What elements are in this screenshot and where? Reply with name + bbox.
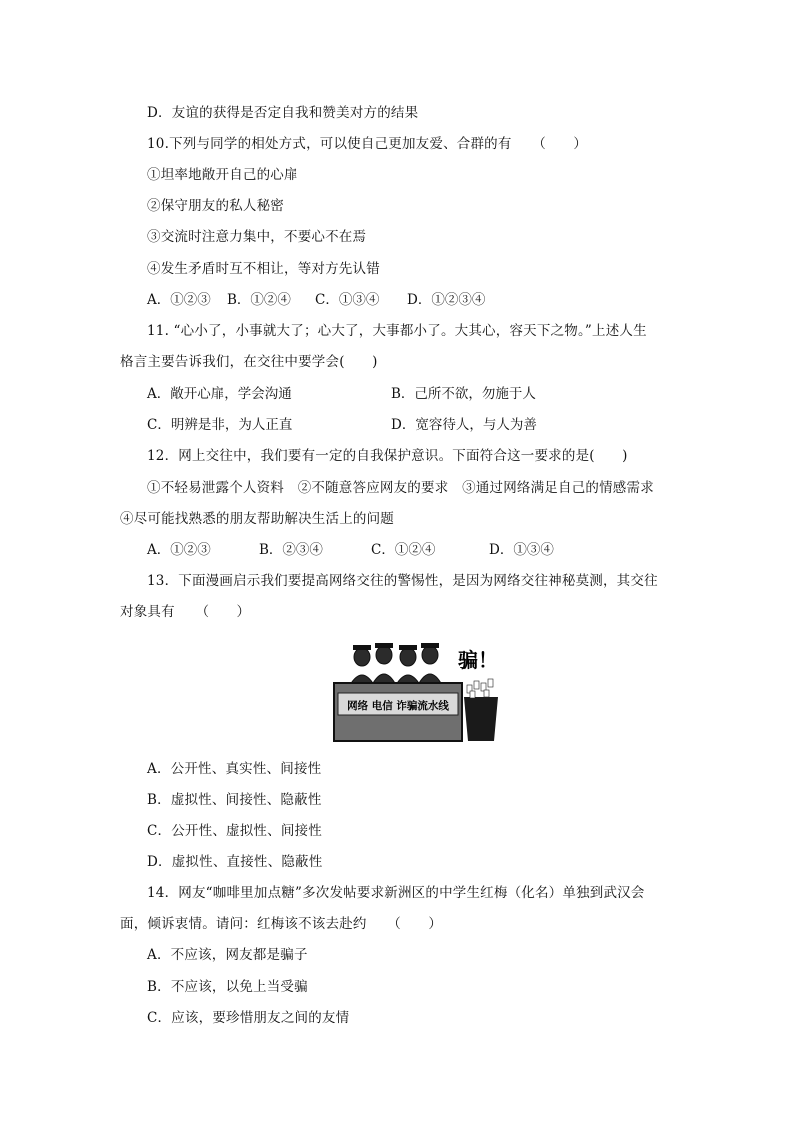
q10-item-3: ③交流时注意力集中，不要心不在焉 xyxy=(147,229,367,245)
q13-stem-line2: 对象具有 （ ） xyxy=(120,604,251,620)
q11-option-a: A．敞开心扉，学会沟通 xyxy=(147,386,292,402)
q13-option-b: B．虚拟性、间接性、隐蔽性 xyxy=(147,792,322,808)
q13-option-c: C．公开性、虚拟性、间接性 xyxy=(147,823,322,839)
q10-option-a: A．①②③ xyxy=(147,292,211,308)
fraud-cartoon-image xyxy=(332,635,502,743)
q12-option-a: A．①②③ xyxy=(147,542,211,558)
q10-option-c: C．①③④ xyxy=(315,292,380,308)
q10-stem: 10.下列与同学的相处方式，可以使自己更加友爱、合群的有 （ ） xyxy=(147,136,588,152)
q10-item-4: ④发生矛盾时互不相让，等对方先认错 xyxy=(147,261,380,277)
q10-options xyxy=(147,290,567,310)
q11-option-b: B．己所不欲，勿施于人 xyxy=(391,386,536,402)
q12-stem: 12．网上交往中，我们要有一定的自我保护意识。下面符合这一要求的是( ) xyxy=(147,448,628,464)
q12-option-d: D．①③④ xyxy=(489,542,554,558)
q10-option-d: D．①②③④ xyxy=(407,292,486,308)
q9-option-d: D．友谊的获得是否定自我和赞美对方的结果 xyxy=(147,105,419,121)
q12-option-c: C．①②④ xyxy=(371,542,436,558)
q12-option-b: B．②③④ xyxy=(259,542,323,558)
cartoon-sign-text: 网络 电信 诈骗流水线 xyxy=(347,700,449,712)
q12-items-line1: ①不轻易泄露个人资料 ②不随意答应网友的要求 ③通过网络满足自己的情感需求 xyxy=(147,480,654,496)
q11-options-row2 xyxy=(147,415,607,435)
q10-item-2: ②保守朋友的私人秘密 xyxy=(147,198,284,214)
q10-option-b: B．①②④ xyxy=(227,292,291,308)
q14-option-a: A．不应该，网友都是骗子 xyxy=(147,947,308,963)
q12-options xyxy=(147,540,587,560)
q13-stem-line1: 13．下面漫画启示我们要提高网络交往的警惕性，是因为网络交往神秘莫测，其交往 xyxy=(147,573,658,589)
q11-option-d: D．宽容待人，与人为善 xyxy=(391,417,537,433)
q11-stem-line2: 格言主要告诉我们，在交往中要学会( ) xyxy=(120,354,378,370)
q11-option-c: C．明辨是非，为人正直 xyxy=(147,417,293,433)
q14-option-b: B．不应该，以免上当受骗 xyxy=(147,979,308,995)
q13-option-a: A．公开性、真实性、间接性 xyxy=(147,761,322,777)
q12-items-line2: ④尽可能找熟悉的朋友帮助解决生活上的问题 xyxy=(120,511,394,527)
q13-option-d: D．虚拟性、直接性、隐蔽性 xyxy=(147,854,323,870)
q14-stem-line2: 面，倾诉衷情。请问：红梅该不该去赴约 （ ） xyxy=(120,916,443,932)
q11-stem-line1: 11. “心小了，小事就大了；心大了，大事都小了。大其心，容天下之物。”上述人生 xyxy=(147,323,647,339)
q14-option-c: C．应该，要珍惜朋友之间的友情 xyxy=(147,1010,350,1026)
cartoon-exclaim: 骗！ xyxy=(458,648,498,672)
q11-options-row1 xyxy=(147,384,607,404)
q14-stem-line1: 14．网友“咖啡里加点糖”多次发帖要求新洲区的中学生红梅（化名）单独到武汉会 xyxy=(147,885,645,901)
q10-item-1: ①坦率地敞开自己的心扉 xyxy=(147,167,298,183)
